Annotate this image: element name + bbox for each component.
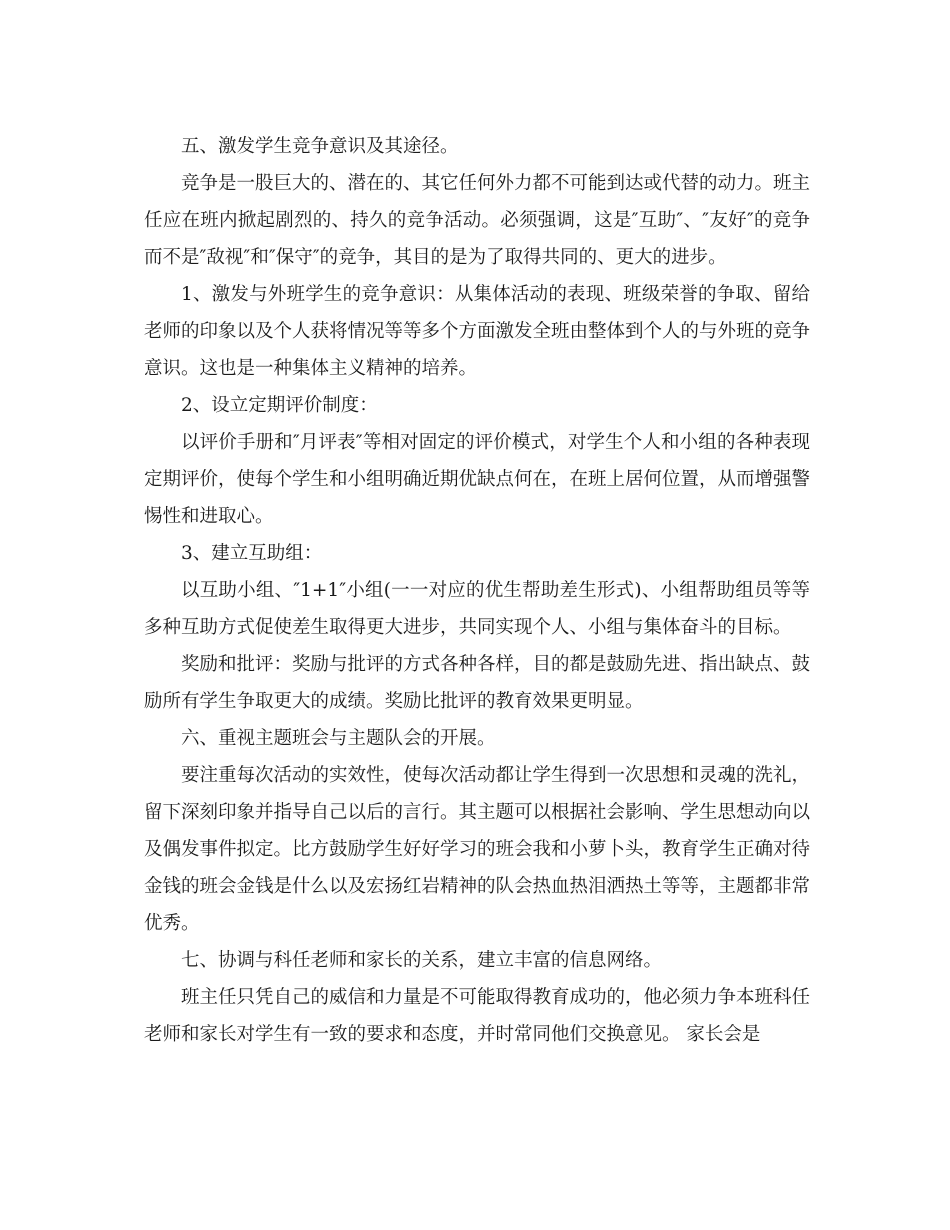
paragraph-coordination: 班主任只凭自己的威信和力量是不可能取得教育成功的，他必须力争本班科任老师和家长对学生有一致的要求和态度，并时常同他们交换意见。 家长会是 [144,987,811,1045]
paragraph-item-1: 1、激发与外班学生的竞争意识：从集体活动的表现、班级荣誉的争取、留给老师的印象以及个人获将情况等等多个方面激发全班由整体到个人的与外班的竞争意识。这也是一种集体主义精神的培养。 [144,284,811,379]
section-heading-six: 六、重视主题班会与主题队会的开展。 [181,728,496,749]
paragraph-rewards: 奖励和批评：奖励与批评的方式各种各样，目的都是鼓励先进、指出缺点、鼓励所有学生争取更大的成绩。奖励比批评的教育效果更明显。 [144,654,811,712]
document-body [144,128,810,1053]
paragraph-competition-intro: 竞争是一股巨大的、潜在的、其它任何外力都不可能到达或代替的动力。班主任应在班内掀起剧烈的、持久的竞争活动。必须强调，这是″互助″、″友好″的竞争而不是″敌视″和″保守″的竞争，其目的是为了取得共同的、更大的进步。 [144,173,811,268]
paragraph-item-2-heading: 2、设立定期评价制度： [181,395,378,416]
section-heading-seven: 七、协调与科任老师和家长的关系，建立丰富的信息网络。 [181,950,663,971]
paragraph-item-3-heading: 3、建立互助组： [181,543,323,564]
paragraph-item-2-body: 以评价手册和″月评表″等相对固定的评价模式，对学生个人和小组的各种表现定期评价，使每个学生和小组明确近期优缺点何在，在班上居何位置，从而增强警惕性和进取心。 [144,432,811,527]
paragraph-item-3-body: 以互助小组、″1+1″小组(一一对应的优生帮助差生形式)、小组帮助组员等等多种互助方式促使差生取得更大进步，共同实现个人、小组与集体奋斗的目标。 [144,580,810,638]
section-heading-five: 五、激发学生竞争意识及其途径。 [181,136,459,157]
paragraph-class-meetings: 要注重每次活动的实效性，使每次活动都让学生得到一次思想和灵魂的洗礼，留下深刻印象并指导自己以后的言行。其主题可以根据社会影响、学生思想动向以及偶发事件拟定。比方鼓励学生好好学习的班会我和小萝卜头，教育学生正确对待金钱的班会金钱是什么以及宏扬红岩精神的队会热血热泪洒热土等等，主题都非常优秀。 [144,765,811,934]
